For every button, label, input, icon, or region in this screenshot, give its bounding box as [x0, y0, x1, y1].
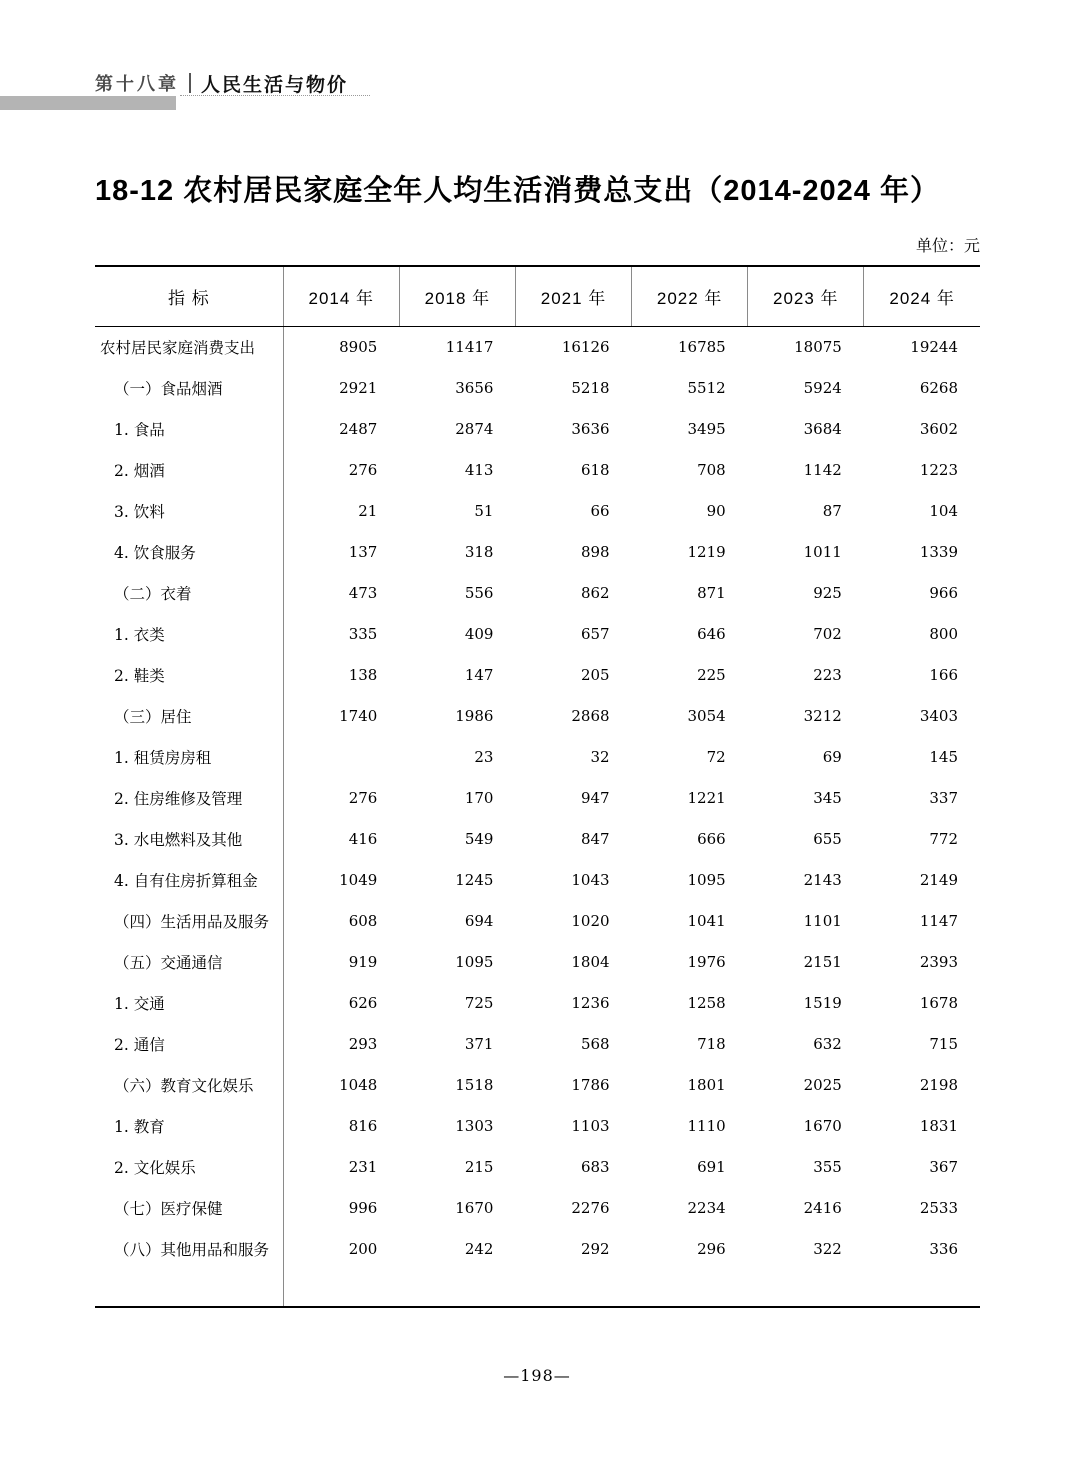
- cell-value: 3656: [455, 378, 494, 397]
- cell-value: 655: [813, 829, 842, 848]
- spacer-cell: [95, 1269, 283, 1307]
- year-column-header: 2018 年: [399, 266, 515, 326]
- row-label: 1. 食品: [95, 408, 283, 449]
- cell-value: 1101: [803, 911, 842, 930]
- table-row: [95, 777, 980, 818]
- cell-value: 1043: [571, 870, 610, 889]
- cell-value: 2921: [339, 378, 378, 397]
- cell-value: 1670: [455, 1198, 494, 1217]
- cell-value: 225: [697, 665, 726, 684]
- cell-value: 725: [464, 993, 494, 1012]
- cell-value: 556: [464, 583, 494, 602]
- cell-value: 666: [697, 829, 726, 848]
- cell-value: 23: [474, 747, 494, 766]
- unit-note: 单位：元: [915, 236, 980, 255]
- cell-value: 657: [580, 624, 610, 643]
- cell-value: 147: [464, 665, 494, 684]
- cell-value: 1142: [803, 460, 842, 479]
- cell-value: 3212: [803, 706, 842, 725]
- cell-value: 322: [813, 1239, 842, 1258]
- cell-value: 646: [697, 624, 726, 643]
- cell-value: 2151: [803, 952, 842, 971]
- cell-value: 5512: [687, 378, 726, 397]
- cell-value: 336: [929, 1239, 958, 1258]
- cell-value: 2234: [687, 1198, 726, 1217]
- running-head: [95, 70, 348, 96]
- cell-value: 1518: [455, 1075, 494, 1094]
- cell-value: 1258: [687, 993, 726, 1012]
- cell-value: 3403: [919, 706, 958, 725]
- cell-value: 16785: [677, 337, 726, 356]
- table-row: [95, 531, 980, 572]
- cell-value: 367: [929, 1157, 958, 1176]
- cell-value: 718: [697, 1034, 726, 1053]
- table-row: [95, 695, 980, 736]
- cell-value: 276: [348, 788, 378, 807]
- cell-value: 215: [464, 1157, 494, 1176]
- table-body: [95, 326, 980, 1307]
- cell-value: 66: [590, 501, 610, 520]
- row-label: 3. 水电燃料及其他: [95, 818, 283, 859]
- cell-value: 1223: [919, 460, 958, 479]
- cell-value: 3495: [687, 419, 726, 438]
- cell-value: 205: [580, 665, 610, 684]
- cell-value: 296: [697, 1239, 726, 1258]
- cell-value: 3054: [687, 706, 726, 725]
- cell-value: 683: [580, 1157, 610, 1176]
- row-label: 2. 通信: [95, 1023, 283, 1064]
- cell-value: 2487: [339, 419, 378, 438]
- cell-value: 925: [813, 583, 842, 602]
- cell-value: 1236: [571, 993, 610, 1012]
- cell-value: 996: [348, 1198, 378, 1217]
- cell-value: 1103: [571, 1116, 610, 1135]
- cell-value: 473: [348, 583, 378, 602]
- table-row: [95, 326, 980, 367]
- cell-value: 708: [697, 460, 726, 479]
- cell-value: 293: [348, 1034, 378, 1053]
- cell-value: 90: [706, 501, 726, 520]
- cell-value: 3636: [571, 419, 610, 438]
- table-row: [95, 367, 980, 408]
- table-row: [95, 408, 980, 449]
- cell-value: 1339: [919, 542, 958, 561]
- table-row: [95, 613, 980, 654]
- header-dotted-rule: [180, 95, 370, 96]
- row-label: （四）生活用品及服务: [95, 900, 283, 941]
- table-row: [95, 572, 980, 613]
- cell-value: 608: [348, 911, 378, 930]
- cell-value: 2143: [803, 870, 842, 889]
- cell-value: 2276: [571, 1198, 610, 1217]
- cell-value: 231: [348, 1157, 378, 1176]
- cell-value: 1041: [687, 911, 726, 930]
- cell-value: 1020: [571, 911, 610, 930]
- row-label: （五）交通通信: [95, 941, 283, 982]
- table-row: [95, 1146, 980, 1187]
- year-column-header: 2024 年: [864, 266, 980, 326]
- cell-value: 947: [580, 788, 610, 807]
- table-row: [95, 1023, 980, 1064]
- cell-value: 1678: [919, 993, 958, 1012]
- year-column-header: 2022 年: [632, 266, 748, 326]
- row-label: 1. 教育: [95, 1105, 283, 1146]
- cell-value: 18075: [794, 337, 842, 356]
- cell-value: 2416: [803, 1198, 842, 1217]
- cell-value: 1740: [339, 706, 378, 725]
- cell-value: 1831: [919, 1116, 958, 1135]
- table-spacer-row: [95, 1269, 980, 1307]
- year-column-header: 2014 年: [283, 266, 399, 326]
- cell-value: 51: [474, 501, 494, 520]
- cell-value: 145: [929, 747, 958, 766]
- cell-value: 847: [580, 829, 610, 848]
- cell-value: 69: [822, 747, 842, 766]
- cell-value: 1519: [803, 993, 842, 1012]
- spacer-cell: [632, 1269, 748, 1307]
- table-row: [95, 900, 980, 941]
- cell-value: 355: [813, 1157, 842, 1176]
- cell-value: 2874: [455, 419, 494, 438]
- table-row: [95, 818, 980, 859]
- cell-value: 898: [580, 542, 610, 561]
- cell-value: 409: [464, 624, 494, 643]
- cell-value: 200: [348, 1239, 378, 1258]
- year-column-header: 2023 年: [748, 266, 864, 326]
- cell-value: 137: [348, 542, 378, 561]
- cell-value: 772: [929, 829, 958, 848]
- cell-value: 3684: [803, 419, 842, 438]
- table-row: [95, 1187, 980, 1228]
- table-row: [95, 982, 980, 1023]
- table-row: [95, 449, 980, 490]
- cell-value: 1011: [803, 542, 842, 561]
- spacer-cell: [283, 1269, 399, 1307]
- cell-value: 1110: [687, 1116, 726, 1135]
- spacer-cell: [399, 1269, 515, 1307]
- cell-value: 1670: [803, 1116, 842, 1135]
- cell-value: 21: [358, 501, 378, 520]
- spacer-cell: [748, 1269, 864, 1307]
- cell-value: 1804: [571, 952, 610, 971]
- cell-value: 1245: [455, 870, 494, 889]
- row-label: 2. 烟酒: [95, 449, 283, 490]
- cell-value: 416: [348, 829, 378, 848]
- table-row: [95, 654, 980, 695]
- cell-value: 549: [464, 829, 494, 848]
- cell-value: 618: [580, 460, 610, 479]
- cell-value: 1147: [919, 911, 958, 930]
- cell-value: 87: [822, 501, 842, 520]
- cell-value: 345: [813, 788, 842, 807]
- cell-value: 8905: [339, 337, 378, 356]
- cell-value: 11417: [445, 337, 494, 356]
- cell-value: 72: [706, 747, 726, 766]
- cell-value: 816: [348, 1116, 378, 1135]
- cell-value: 6268: [919, 378, 958, 397]
- row-label: 2. 住房维修及管理: [95, 777, 283, 818]
- cell-value: 242: [464, 1239, 494, 1258]
- table-row: [95, 736, 980, 777]
- cell-value: 371: [464, 1034, 494, 1053]
- row-label: 1. 交通: [95, 982, 283, 1023]
- cell-value: 871: [697, 583, 726, 602]
- cell-value: 1786: [571, 1075, 610, 1094]
- cell-value: 1048: [339, 1075, 378, 1094]
- row-label: （一）食品烟酒: [95, 367, 283, 408]
- page-title: 18-12 农村居民家庭全年人均生活消费总支出（2014-2024 年）: [95, 175, 940, 207]
- cell-value: 413: [464, 460, 494, 479]
- row-label: （七）医疗保健: [95, 1187, 283, 1228]
- cell-value: 632: [813, 1034, 842, 1053]
- cell-value: 966: [929, 583, 958, 602]
- row-label: 2. 文化娱乐: [95, 1146, 283, 1187]
- table-row: [95, 941, 980, 982]
- row-label: 1. 衣类: [95, 613, 283, 654]
- cell-value: 2533: [919, 1198, 958, 1217]
- table-head: [95, 266, 980, 326]
- row-label: 3. 饮料: [95, 490, 283, 531]
- cell-value: 2393: [919, 952, 958, 971]
- cell-value: 1095: [687, 870, 726, 889]
- cell-value: [283, 736, 399, 777]
- cell-value: 1219: [687, 542, 726, 561]
- cell-value: 170: [464, 788, 494, 807]
- cell-value: 16126: [561, 337, 610, 356]
- cell-value: 1303: [455, 1116, 494, 1135]
- table-row: [95, 1105, 980, 1146]
- row-label: 2. 鞋类: [95, 654, 283, 695]
- cell-value: 19244: [910, 337, 958, 356]
- row-label: （六）教育文化娱乐: [95, 1064, 283, 1105]
- cell-value: 3602: [919, 419, 958, 438]
- header-divider: [189, 73, 191, 93]
- table-row: [95, 1064, 980, 1105]
- table-row: [95, 1228, 980, 1269]
- chapter-badge: 第十八章: [95, 74, 179, 95]
- statistics-table: [95, 265, 980, 1308]
- table-row: [95, 490, 980, 531]
- cell-value: 694: [464, 911, 494, 930]
- cell-value: 5218: [571, 378, 610, 397]
- cell-value: 166: [929, 665, 958, 684]
- cell-value: 691: [697, 1157, 726, 1176]
- row-label: 4. 饮食服务: [95, 531, 283, 572]
- cell-value: 32: [590, 747, 610, 766]
- cell-value: 862: [580, 583, 610, 602]
- cell-value: 715: [929, 1034, 958, 1053]
- cell-value: 1095: [455, 952, 494, 971]
- cell-value: 702: [813, 624, 842, 643]
- cell-value: 2198: [919, 1075, 958, 1094]
- cell-value: 800: [929, 624, 958, 643]
- row-label: （二）衣着: [95, 572, 283, 613]
- page-edge-bar: [0, 96, 176, 110]
- table-row: [95, 859, 980, 900]
- cell-value: 5924: [803, 378, 842, 397]
- cell-value: 568: [580, 1034, 610, 1053]
- cell-value: 292: [580, 1239, 610, 1258]
- cell-value: 2149: [919, 870, 958, 889]
- page-number: —198—: [503, 1366, 571, 1385]
- cell-value: 138: [348, 665, 378, 684]
- cell-value: 1221: [687, 788, 726, 807]
- stub-column-header: 指 标: [95, 266, 283, 326]
- cell-value: 337: [929, 788, 958, 807]
- table-header-row: [95, 266, 980, 326]
- cell-value: 626: [348, 993, 378, 1012]
- spacer-cell: [864, 1269, 980, 1307]
- cell-value: 1976: [687, 952, 726, 971]
- cell-value: 1986: [455, 706, 494, 725]
- spacer-cell: [515, 1269, 631, 1307]
- cell-value: 2868: [571, 706, 610, 725]
- chapter-title: 人民生活与物价: [201, 74, 349, 96]
- row-label: 1. 租赁房房租: [95, 736, 283, 777]
- cell-value: 2025: [803, 1075, 842, 1094]
- row-label: （三）居住: [95, 695, 283, 736]
- cell-value: 1801: [687, 1075, 726, 1094]
- cell-value: 318: [464, 542, 494, 561]
- cell-value: 1049: [339, 870, 378, 889]
- row-label: 农村居民家庭消费支出: [95, 326, 283, 367]
- year-column-header: 2021 年: [515, 266, 631, 326]
- cell-value: 335: [348, 624, 378, 643]
- cell-value: 104: [929, 501, 958, 520]
- row-label: 4. 自有住房折算租金: [95, 859, 283, 900]
- row-label: （八）其他用品和服务: [95, 1228, 283, 1269]
- cell-value: 919: [348, 952, 378, 971]
- cell-value: 276: [348, 460, 378, 479]
- cell-value: 223: [813, 665, 842, 684]
